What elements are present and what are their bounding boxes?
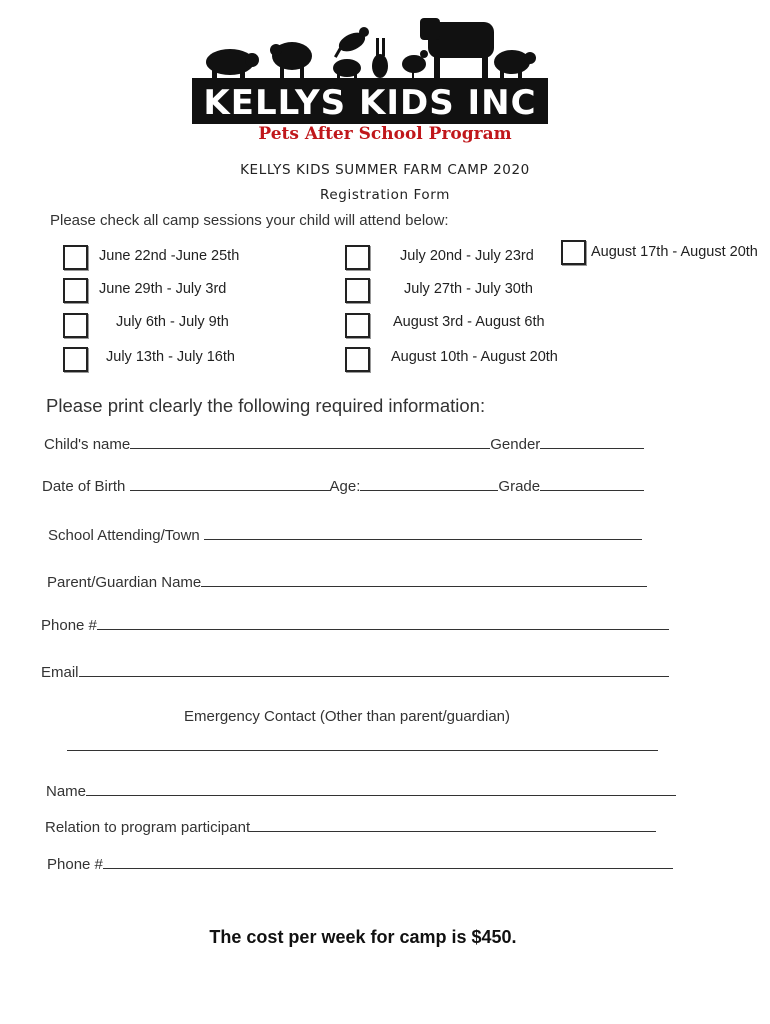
relation-label: Relation to program participant <box>45 819 251 836</box>
session-instruction: Please check all camp sessions your child will attend below: <box>50 212 449 229</box>
checkbox-july-13[interactable] <box>63 347 88 372</box>
checkbox-august-17[interactable] <box>561 240 586 265</box>
relation-row <box>45 817 656 836</box>
phone-label: Phone # <box>41 617 97 634</box>
school-line[interactable] <box>204 525 642 540</box>
camp-title: KELLYS KIDS SUMMER FARM CAMP 2020 <box>240 162 530 178</box>
emergency-phone-row <box>47 854 673 873</box>
required-info-heading: Please print clearly the following required information: <box>46 395 486 416</box>
phone-line[interactable] <box>97 615 669 630</box>
gender-line[interactable] <box>540 434 644 449</box>
session-label: July 27th - July 30th <box>404 281 533 297</box>
parent-row <box>47 572 647 591</box>
checkbox-july-20[interactable] <box>345 245 370 270</box>
gender-label: Gender <box>490 436 541 453</box>
emergency-line[interactable] <box>67 736 658 751</box>
child-name-row <box>44 434 644 453</box>
checkbox-august-10[interactable] <box>345 347 370 372</box>
logo-text: KELLYS KIDS INC <box>203 83 537 123</box>
grade-label: Grade <box>498 478 541 495</box>
grade-line[interactable] <box>540 476 644 491</box>
emergency-name-row <box>46 781 676 800</box>
checkbox-july-6[interactable] <box>63 313 88 338</box>
session-label: August 10th - August 20th <box>391 349 558 365</box>
child-name-label: Child's name <box>44 436 131 453</box>
email-line[interactable] <box>79 662 669 677</box>
session-label: June 29th - July 3rd <box>99 281 227 297</box>
program-subtitle: Pets After School Program <box>258 124 512 144</box>
school-row <box>48 525 642 544</box>
checkbox-august-3[interactable] <box>345 313 370 338</box>
session-label: June 22nd -June 25th <box>99 248 240 264</box>
child-name-line[interactable] <box>130 434 490 449</box>
form-title: Registration Form <box>320 187 450 203</box>
parent-line[interactable] <box>201 572 647 587</box>
email-row <box>41 662 669 681</box>
email-label: Email <box>41 664 79 681</box>
phone-row <box>41 615 669 634</box>
emergency-heading: Emergency Contact (Other than parent/guardian) <box>184 708 511 725</box>
session-label: August 17th - August 20th <box>591 244 758 260</box>
relation-line[interactable] <box>250 817 656 832</box>
checkbox-june-22[interactable] <box>63 245 88 270</box>
checkbox-july-27[interactable] <box>345 278 370 303</box>
age-line[interactable] <box>360 476 498 491</box>
session-label: July 20nd - July 23rd <box>400 248 534 264</box>
emergency-name-line[interactable] <box>86 781 676 796</box>
age-label: Age: <box>329 478 361 495</box>
session-label: July 13th - July 16th <box>106 349 235 365</box>
dob-line[interactable] <box>130 476 330 491</box>
kellys-kids-logo <box>192 8 548 124</box>
session-label: July 6th - July 9th <box>116 314 229 330</box>
dob-label: Date of Birth <box>42 478 126 495</box>
session-label: August 3rd - August 6th <box>393 314 545 330</box>
parent-label: Parent/Guardian Name <box>47 574 202 591</box>
emergency-name-label: Name <box>46 783 87 800</box>
school-label: School Attending/Town <box>48 527 200 544</box>
emergency-phone-label: Phone # <box>47 856 103 873</box>
checkbox-june-29[interactable] <box>63 278 88 303</box>
dob-row <box>42 476 644 495</box>
cost-statement: The cost per week for camp is $450. <box>209 927 517 947</box>
emergency-phone-line[interactable] <box>103 854 673 869</box>
